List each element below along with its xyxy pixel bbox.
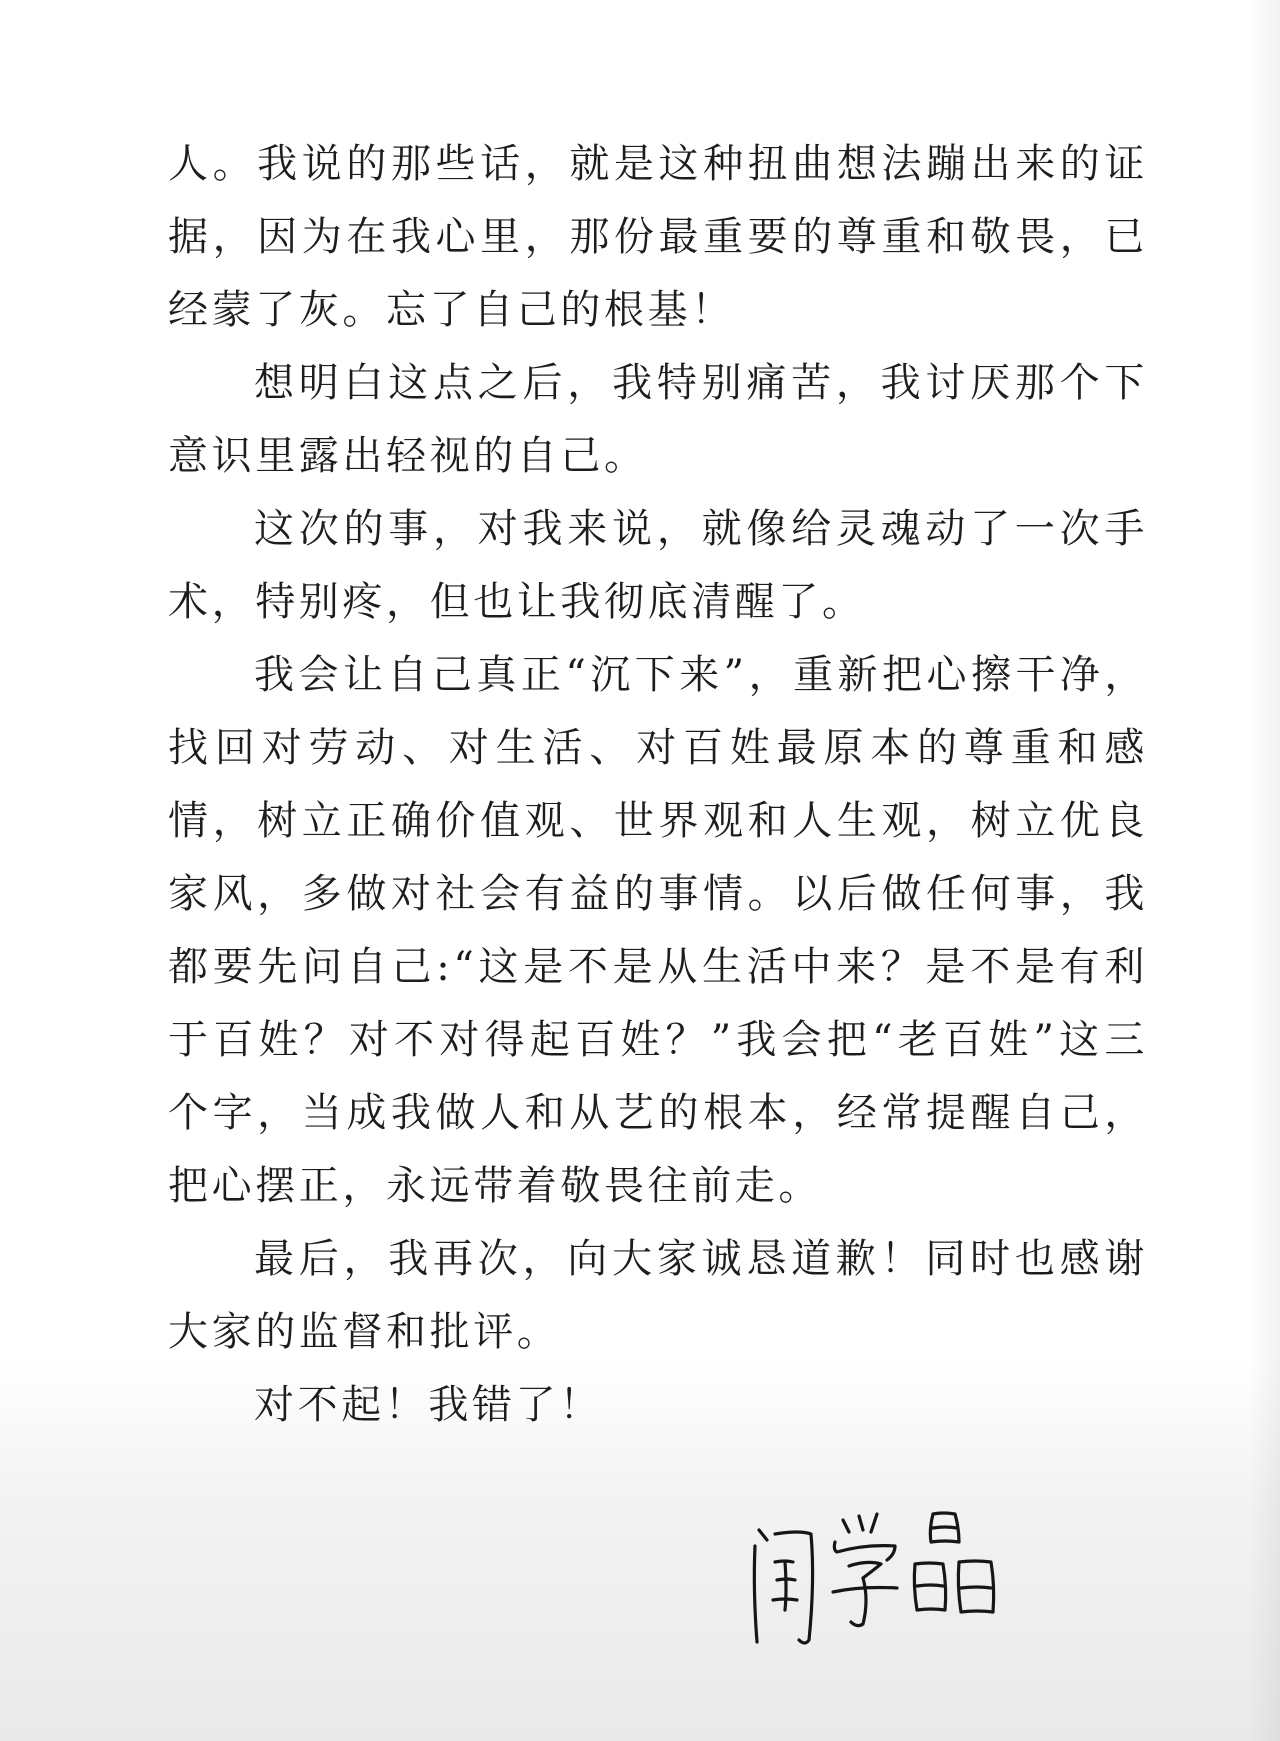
paragraph-3: 这次的事，对我来说，就像给灵魂动了一次手术，特别疼，但也让我彻底清醒了。 bbox=[168, 506, 1148, 625]
paragraph-6: 对不起！我错了！ bbox=[254, 1382, 603, 1428]
paragraph-2: 想明白这点之后，我特别痛苦，我讨厌那个下意识里露出轻视的自己。 bbox=[168, 360, 1148, 479]
paragraph-1: 人。我说的那些话，就是这种扭曲想法蹦出来的证据，因为在我心里，那份最重要的尊重和敬畏，已经蒙了灰。忘了自己的根基！ bbox=[168, 141, 1148, 333]
letter-body bbox=[168, 128, 1148, 1442]
handwritten-signature bbox=[745, 1500, 1015, 1650]
paragraph-4: 我会让自己真正“沉下来”，重新把心擦干净，找回对劳动、对生活、对百姓最原本的尊重和感情，树立正确价值观、世界观和人生观，树立优良家风，多做对社会有益的事情。以后做任何事，我都要先问自己:“这是不是从生活中来？是不是有利于百姓？对不对得起百姓？”我会把“老百姓”这三个字，当成我做人和从艺的根本，经常提醒自己，把心摆正，永远带着敬畏往前走。 bbox=[168, 652, 1148, 1209]
signature-drawing bbox=[745, 1500, 1015, 1650]
paragraph-5: 最后，我再次，向大家诚恳道歉！同时也感谢大家的监督和批评。 bbox=[168, 1236, 1148, 1355]
